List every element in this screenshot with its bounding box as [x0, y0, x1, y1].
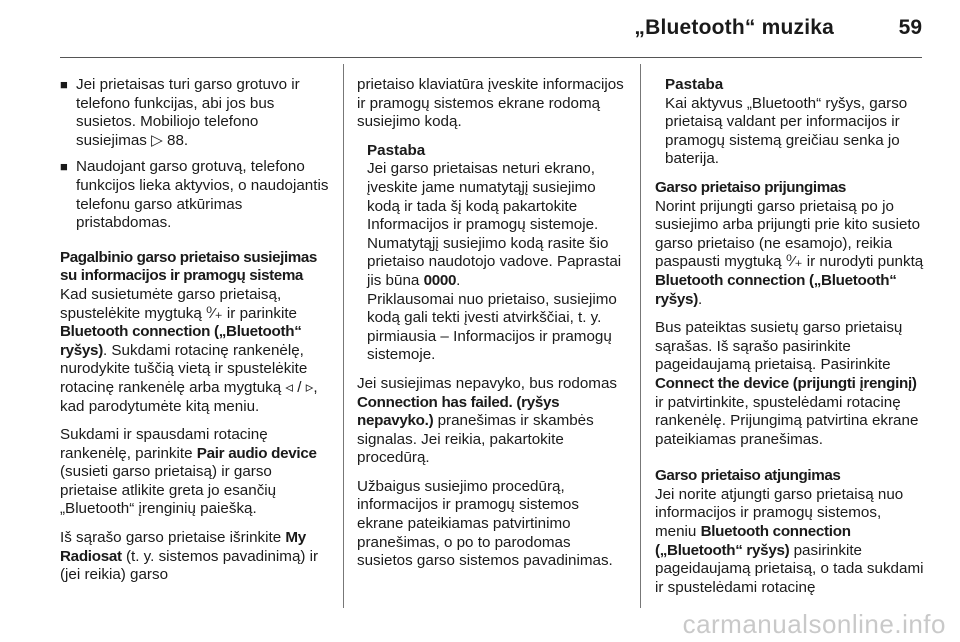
page-title: „Bluetooth“ muzika [634, 16, 834, 39]
note-block [655, 76, 925, 169]
bullet-square-icon: ■ [60, 159, 68, 175]
note-title: Pastaba [367, 141, 426, 159]
note-text: Kai aktyvus „Bluetooth“ ryšys, garso prietaisą valdant per informacijos ir pramogų sistemą greičiau senka jo baterija. [665, 94, 908, 168]
paragraph: Jei susiejimas nepavyko, bus rodomas Connection has failed. (ryšys nepavyko.) pranešimas ir skambės signalas. Jei reikia, pakartokite procedūrą. [357, 374, 617, 467]
note-title: Pastaba [665, 76, 724, 93]
paragraph: Iš sąrašo garso prietaise išrinkite My Radiosat (t. y. sistemos pavadinimą) ir (jei reikia) garso [60, 529, 319, 584]
bullet-square-icon: ■ [60, 77, 68, 92]
bullet-text: Jei prietaisas turi garso grotuvo ir telefono funkcijas, abi jos bus susietos. Mobiliojo telefono susiejimas [76, 76, 300, 149]
page-number: 59 [898, 16, 922, 39]
page-reference-icon: ▷ [151, 131, 163, 149]
column-3 [655, 76, 925, 607]
section-heading: Pagalbinio garso prietaiso susiejimas su informacijos ir pramogų sistema [60, 248, 317, 285]
header-divider [60, 57, 922, 58]
note-block [357, 142, 629, 365]
phone-button-icon: ⁰⁄₊ [785, 253, 803, 271]
column-2 [357, 76, 629, 581]
paragraph: prietaiso klaviatūra įveskite informacijos ir pramogų sistemos ekrane rodomą susiejimo kodą. [357, 76, 624, 131]
paragraph: Jei norite atjungti garso prietaisą nuo informacijos ir pramogų sistemos, meniu Bluetooth connection („Bluetooth“ ryšys) pasirinkite pageidaujamą prietaisą, o tada sukdami ir spustelėdami rotacinę [655, 485, 924, 596]
note-text: Priklausomai nuo prietaiso, susiejimo kodą gali tekti įvesti atvirkščiai, t. y. pirmiausia – Informacijos ir pramogų sistemoje. [367, 290, 617, 364]
column-divider-1 [343, 64, 344, 608]
paragraph: Bus pateiktas susietų garso prietaisų sąrašas. Iš sąrašo pasirinkite pageidaujamą prietaisą. Pasirinkite Connect the device (prijungti įrenginį) ir patvirtinkite, spustelėdami rotacinę rankenėlę. Prijungimą patvirtina ekrane pateikiamas pranešimas. [655, 319, 919, 448]
note-text: Jei garso prietaisas neturi ekrano, įveskite jame numatytąjį susiejimo kodą ir tada šį kodą pakartokite Informacijos ir pramogų sistemoje. Numatytąjį susiejimo kodą rasite šio prietaiso naudotojo vadove. Paprastai jis būna 0000. [367, 160, 622, 289]
bullet-item [60, 76, 332, 150]
bullet-item [60, 158, 332, 232]
watermark: carmanualsonline.info [682, 609, 946, 639]
paragraph: Sukdami ir spausdami rotacinę rankenėlę, parinkite Pair audio device (susieti garso prietaisą) ir garso prietaise atlikite greta jo esančių „Bluetooth“ įrenginių paiešką. [60, 426, 317, 518]
bullet-text: Naudojant garso grotuvą, telefono funkcijos lieka aktyvios, o naudojantis telefonu garso atkūrimas pristabdomas. [76, 158, 329, 232]
paragraph: Kad susietumėte garso prietaisą, spustelėkite mygtuką ⁰⁄₊ ir parinkite Bluetooth connection („Bluetooth“ ryšys). Sukdami rotacinę rankenėlę, nurodykite tuščią vietą ir spustelėkite rotacinę rankenėlę arba mygtuką ◃ / ▹, kad parodytumėte kitą meniu. [60, 285, 318, 415]
column-1 [60, 76, 332, 595]
section-heading: Garso prietaiso atjungimas [655, 467, 841, 485]
paragraph: Užbaigus susiejimo procedūrą, informacijos ir pramogų sistemos ekrane pateikiamas patvirtinimo pranešimas, o po to parodomas susietos garso sistemos pavadinimas. [357, 477, 613, 570]
arrow-buttons-icon: ◃ / ▹ [285, 378, 314, 396]
paragraph: Norint prijungti garso prietaisą po jo susiejimo arba prijungti prie kito susieto garso prietaiso (ne esamojo), reikia paspausti mygtuką ⁰⁄₊ ir nurodyti punktą Bluetooth connection („Bluetooth“ ryšys). [655, 197, 924, 308]
page-header [60, 14, 922, 48]
section-heading: Garso prietaiso prijungimas [655, 178, 846, 196]
phone-button-icon: ⁰⁄₊ [206, 304, 223, 322]
bullet-text: 88. [162, 131, 189, 149]
column-divider-2 [640, 64, 641, 608]
